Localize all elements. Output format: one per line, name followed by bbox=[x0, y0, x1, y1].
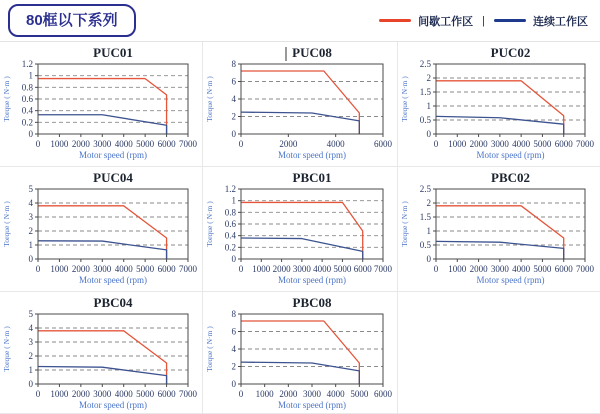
x-tick-label: 7000 bbox=[179, 389, 197, 399]
y-tick-label: 5 bbox=[28, 184, 33, 194]
x-tick-label: 0 bbox=[433, 139, 439, 149]
y-tick-label: 1.5 bbox=[419, 212, 431, 222]
x-tick-label: 2000 bbox=[71, 264, 90, 274]
y-tick-label: 1 bbox=[231, 195, 236, 206]
x-tick-label: 3000 bbox=[490, 264, 509, 274]
series-line bbox=[38, 241, 167, 259]
y-tick-label: 0 bbox=[28, 254, 33, 264]
chart-PBC08 bbox=[203, 292, 397, 413]
y-tick-label: 4 bbox=[28, 323, 33, 333]
x-tick-label: 4000 bbox=[114, 139, 133, 149]
y-tick-label: 0.4 bbox=[224, 230, 236, 241]
x-tick-label: 4000 bbox=[313, 264, 332, 274]
chart-cell-PUC01 bbox=[0, 42, 203, 167]
y-axis-label: Torque ( N·m ) bbox=[205, 76, 214, 122]
chart-PBC01 bbox=[203, 167, 397, 291]
x-tick-label: 7000 bbox=[576, 139, 594, 149]
x-axis-label: Motor speed (rpm) bbox=[278, 400, 346, 410]
empty-cell bbox=[398, 292, 600, 414]
series-line bbox=[38, 367, 167, 385]
y-tick-label: 1.2 bbox=[21, 59, 33, 69]
y-tick-label: 1.5 bbox=[419, 87, 431, 97]
continuous-zone-label: 连续工作区 bbox=[533, 15, 588, 28]
y-tick-label: 0.6 bbox=[21, 94, 33, 104]
chart-PUC08 bbox=[203, 42, 397, 166]
x-tick-label: 5000 bbox=[333, 264, 352, 274]
x-tick-label: 3000 bbox=[303, 389, 321, 399]
y-axis-label: Torque ( N·m ) bbox=[205, 201, 214, 247]
y-axis-label: Torque ( N·m ) bbox=[400, 76, 409, 122]
y-tick-label: 1 bbox=[28, 240, 33, 250]
x-tick-label: 5000 bbox=[533, 264, 552, 274]
chart-PUC04 bbox=[0, 167, 202, 291]
chart-PUC01 bbox=[0, 42, 202, 166]
x-tick-label: 7000 bbox=[179, 264, 197, 274]
x-tick-label: 6000 bbox=[353, 264, 372, 274]
y-axis-label: Torque ( N·m ) bbox=[2, 76, 11, 122]
y-tick-label: 2 bbox=[231, 361, 236, 372]
y-tick-label: 5 bbox=[28, 309, 33, 319]
series-line bbox=[436, 116, 564, 134]
x-axis-label: Motor speed (rpm) bbox=[476, 275, 545, 285]
series-line bbox=[241, 112, 359, 134]
y-axis-label: Torque ( N·m ) bbox=[2, 326, 11, 372]
x-tick-label: 4000 bbox=[114, 389, 133, 399]
chart-title: PBC04 bbox=[93, 295, 133, 310]
intermittent-zone-label: 间歇工作区 bbox=[418, 15, 474, 28]
x-tick-label: 1000 bbox=[448, 139, 467, 149]
x-tick-label: 6000 bbox=[157, 389, 176, 399]
page-header bbox=[0, 0, 600, 41]
y-tick-label: 6 bbox=[231, 326, 236, 337]
x-tick-label: 4000 bbox=[512, 264, 531, 274]
x-tick-label: 2000 bbox=[71, 139, 90, 149]
series-line bbox=[241, 362, 359, 384]
y-tick-label: 0.4 bbox=[21, 105, 33, 116]
series-line bbox=[436, 241, 564, 259]
x-tick-label: 1000 bbox=[448, 264, 467, 274]
y-tick-label: 0.8 bbox=[224, 207, 236, 218]
x-tick-label: 0 bbox=[35, 139, 41, 149]
y-tick-label: 0.2 bbox=[21, 117, 33, 128]
y-tick-label: 1 bbox=[28, 365, 33, 375]
x-tick-label: 3000 bbox=[93, 389, 112, 399]
x-tick-label: 7000 bbox=[576, 264, 594, 274]
x-tick-label: 1000 bbox=[255, 389, 274, 399]
x-tick-label: 2000 bbox=[272, 264, 291, 274]
series-line bbox=[241, 321, 359, 384]
x-tick-label: 6000 bbox=[554, 139, 573, 149]
y-tick-label: 0 bbox=[426, 254, 431, 264]
x-tick-label: 5000 bbox=[350, 389, 369, 399]
x-tick-label: 5000 bbox=[136, 264, 155, 274]
y-tick-label: 0 bbox=[231, 129, 236, 139]
chart-PUC02 bbox=[398, 42, 599, 166]
chart-PBC04 bbox=[0, 292, 202, 413]
x-tick-label: 3000 bbox=[93, 264, 112, 274]
y-tick-label: 0 bbox=[28, 129, 33, 139]
series-line bbox=[38, 206, 167, 259]
x-axis-label: Motor speed (rpm) bbox=[278, 150, 346, 160]
charts-grid bbox=[0, 41, 600, 414]
y-tick-label: 0.8 bbox=[21, 82, 33, 93]
x-tick-label: 6000 bbox=[374, 139, 392, 149]
series-line bbox=[241, 202, 363, 259]
chart-cell-PBC08 bbox=[203, 292, 398, 414]
y-tick-label: 0.5 bbox=[419, 115, 431, 125]
y-tick-label: 1.2 bbox=[224, 184, 236, 194]
x-tick-label: 5000 bbox=[136, 389, 155, 399]
x-tick-label: 4000 bbox=[326, 139, 345, 149]
x-tick-label: 7000 bbox=[179, 139, 197, 149]
series-line bbox=[38, 115, 167, 134]
x-tick-label: 2000 bbox=[71, 389, 90, 399]
x-tick-label: 6000 bbox=[157, 139, 176, 149]
x-axis-label: Motor speed (rpm) bbox=[278, 275, 346, 285]
y-tick-label: 2 bbox=[231, 111, 236, 122]
y-tick-label: 0.6 bbox=[224, 219, 236, 229]
y-tick-label: 2 bbox=[28, 351, 33, 361]
x-tick-label: 3000 bbox=[93, 139, 112, 149]
x-tick-label: 1000 bbox=[50, 139, 69, 149]
chart-title: PBC08 bbox=[292, 295, 332, 310]
y-tick-label: 0 bbox=[231, 254, 236, 264]
x-tick-label: 0 bbox=[433, 264, 439, 274]
x-tick-label: 5000 bbox=[533, 139, 552, 149]
y-tick-label: 2 bbox=[426, 198, 431, 208]
y-tick-label: 0.2 bbox=[224, 242, 236, 253]
x-tick-label: 1000 bbox=[50, 264, 69, 274]
series-line bbox=[436, 81, 564, 134]
chart-cell-PUC08 bbox=[203, 42, 398, 167]
x-tick-label: 0 bbox=[35, 389, 41, 399]
x-tick-label: 0 bbox=[238, 139, 244, 149]
y-tick-label: 1 bbox=[426, 226, 431, 236]
continuous-zone-swatch bbox=[494, 19, 526, 22]
x-axis-label: Motor speed (rpm) bbox=[79, 275, 147, 285]
plot-frame bbox=[38, 314, 188, 384]
y-tick-label: 0.5 bbox=[419, 240, 431, 250]
series-line bbox=[436, 206, 564, 259]
chart-title: PBC01 bbox=[292, 170, 332, 185]
x-tick-label: 0 bbox=[238, 264, 244, 274]
y-tick-label: 2 bbox=[426, 73, 431, 83]
y-axis-label: Torque ( N·m ) bbox=[2, 201, 11, 247]
series-title-badge: 80框以下系列 bbox=[8, 4, 136, 37]
y-tick-label: 0 bbox=[426, 129, 431, 139]
x-tick-label: 6000 bbox=[157, 264, 176, 274]
y-tick-label: 3 bbox=[28, 212, 33, 222]
y-tick-label: 0 bbox=[231, 379, 236, 389]
x-tick-label: 7000 bbox=[374, 264, 392, 274]
chart-title: PUC02 bbox=[490, 45, 531, 60]
y-tick-label: 4 bbox=[28, 198, 33, 208]
x-tick-label: 1000 bbox=[50, 389, 69, 399]
x-tick-label: 2000 bbox=[279, 139, 298, 149]
chart-title: PUC08 bbox=[292, 45, 332, 60]
y-tick-label: 8 bbox=[231, 309, 236, 319]
chart-title: PBC02 bbox=[491, 170, 530, 185]
y-tick-label: 2 bbox=[28, 226, 33, 236]
y-tick-label: 2.5 bbox=[419, 59, 431, 69]
x-tick-label: 4000 bbox=[512, 139, 531, 149]
y-tick-label: 8 bbox=[231, 59, 236, 69]
chart-title: PUC04 bbox=[93, 170, 133, 185]
chart-cell-PUC04 bbox=[0, 167, 203, 292]
plot-frame bbox=[38, 189, 188, 259]
y-tick-label: 6 bbox=[231, 76, 236, 87]
chart-cell-PBC02 bbox=[398, 167, 600, 292]
x-tick-label: 3000 bbox=[490, 139, 509, 149]
y-tick-label: 1 bbox=[28, 70, 33, 81]
y-axis-label: Torque ( N·m ) bbox=[400, 201, 409, 247]
y-tick-label: 1 bbox=[426, 101, 431, 111]
y-tick-label: 3 bbox=[28, 337, 33, 347]
x-tick-label: 3000 bbox=[292, 264, 311, 274]
x-tick-label: 2000 bbox=[469, 139, 488, 149]
x-tick-label: 4000 bbox=[326, 389, 345, 399]
chart-cell-PUC02 bbox=[398, 42, 600, 167]
chart-cell-PBC01 bbox=[203, 167, 398, 292]
series-line bbox=[241, 238, 363, 259]
chart-title: PUC01 bbox=[93, 45, 133, 60]
x-tick-label: 0 bbox=[35, 264, 41, 274]
x-tick-label: 6000 bbox=[374, 389, 392, 399]
x-tick-label: 6000 bbox=[554, 264, 573, 274]
x-axis-label: Motor speed (rpm) bbox=[79, 400, 147, 410]
chart-cell-PBC04 bbox=[0, 292, 203, 414]
x-tick-label: 0 bbox=[238, 389, 244, 399]
legend-separator: | bbox=[482, 14, 485, 27]
x-axis-label: Motor speed (rpm) bbox=[476, 150, 545, 160]
y-tick-label: 4 bbox=[231, 344, 236, 354]
x-tick-label: 4000 bbox=[114, 264, 133, 274]
series-line bbox=[38, 331, 167, 384]
x-tick-label: 2000 bbox=[469, 264, 488, 274]
x-axis-label: Motor speed (rpm) bbox=[79, 150, 147, 160]
x-tick-label: 2000 bbox=[279, 389, 298, 399]
series-line bbox=[241, 71, 359, 134]
y-tick-label: 4 bbox=[231, 94, 236, 104]
chart-legend bbox=[379, 13, 588, 29]
y-tick-label: 2.5 bbox=[419, 184, 431, 194]
intermittent-zone-swatch bbox=[379, 19, 411, 22]
x-tick-label: 5000 bbox=[136, 139, 155, 149]
x-tick-label: 1000 bbox=[252, 264, 271, 274]
y-tick-label: 0 bbox=[28, 379, 33, 389]
chart-PBC02 bbox=[398, 167, 599, 291]
y-axis-label: Torque ( N·m ) bbox=[205, 326, 214, 372]
